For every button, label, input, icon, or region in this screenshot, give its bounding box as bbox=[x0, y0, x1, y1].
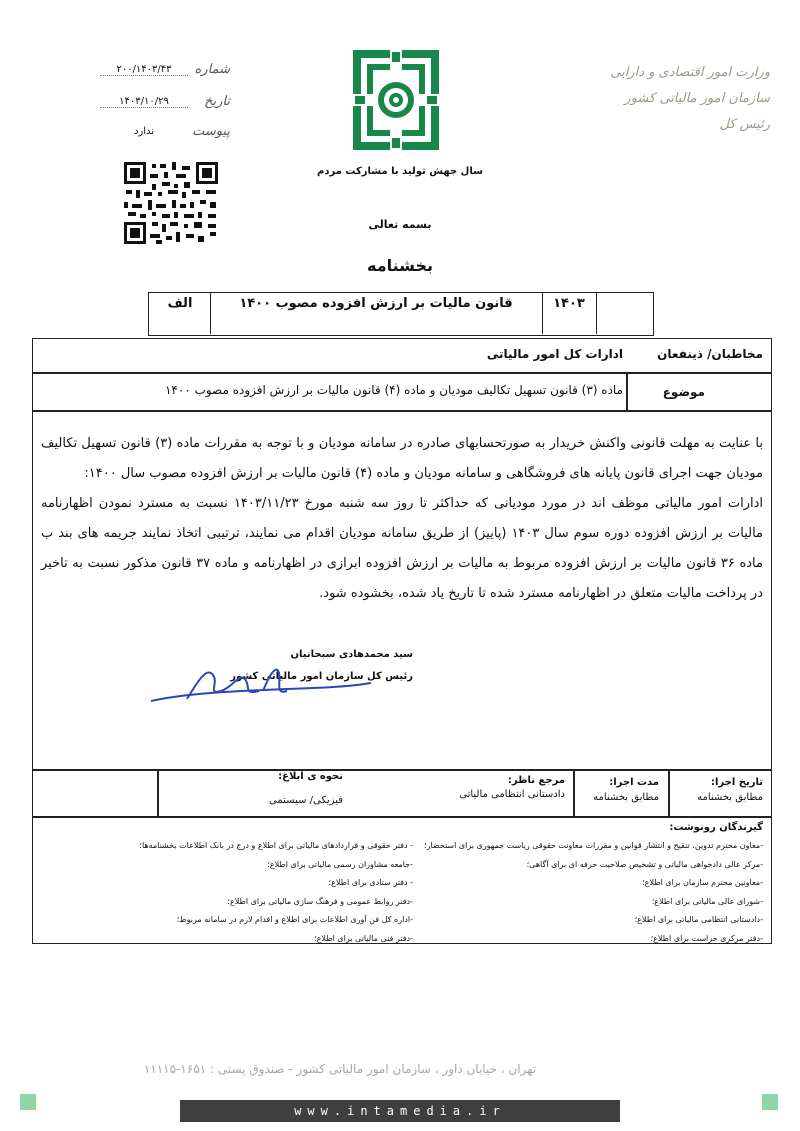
body-paragraph-1: با عنایت به مهلت قانونی واکنش خریدار به صورتحسابهای صادره در سامانه مودیان و با توجه به مقررات ماده (۳) قانون تسهیل تکالیف مودیان جهت اجرای قانون پایانه های فروشگاهی و سامانه مودیان و ماده (۴) قانون مالیات بر ارزش افزوده مصوب سال ۱۴۰۰: bbox=[41, 436, 763, 481]
document-title: بخشنامه bbox=[367, 256, 433, 275]
date-label: تاریخ bbox=[204, 94, 230, 109]
duration-value: مطابق بخشنامه bbox=[593, 792, 659, 803]
attachment-label: پیوست bbox=[192, 124, 230, 139]
law-table-blank bbox=[597, 293, 653, 334]
law-year: ۱۴۰۳ bbox=[553, 296, 585, 311]
footer-address: تهران ، خیابان داور ، سازمان امور مالیاتی کشور - صندوق پستی : ۱۶۵۱-۱۱۱۱۵ bbox=[143, 1062, 537, 1076]
cc-list-right bbox=[403, 837, 763, 948]
cc-item: - دفتر ستادی برای اطلاع؛ bbox=[328, 878, 413, 887]
letter-number bbox=[100, 62, 230, 80]
supervisor-value: دادستانی انتظامی مالیاتی bbox=[459, 789, 565, 800]
letter-body bbox=[41, 429, 763, 609]
cc-item: -معاونین محترم سازمان برای اطلاع؛ bbox=[642, 878, 763, 887]
cc-item: -جامعه مشاوران رسمی مالیاتی برای اطلاع؛ bbox=[267, 859, 413, 869]
subject-value: ماده (۳) قانون تسهیل تکالیف مودیان و ماده (۴) قانون مالیات بر ارزش افزوده مصوب ۱۴۰۰ bbox=[164, 383, 623, 397]
subject-label: موضوع bbox=[662, 385, 705, 399]
decor-square-right bbox=[762, 1094, 778, 1110]
bismillah: بسمه تعالی bbox=[368, 218, 432, 231]
supervisor-label: مرجع ناظر: bbox=[507, 775, 565, 786]
addressee-value: ادارات کل امور مالیاتی bbox=[486, 347, 623, 361]
notify-method-value: فیزیکی/ سیستمی bbox=[269, 795, 343, 806]
addressee-label: مخاطبان/ ذینفعان bbox=[657, 347, 763, 361]
footer-website: www.intamedia.ir bbox=[180, 1100, 620, 1122]
cc-item: -دادستانی انتظامی مالیاتی برای اطلاع؛ bbox=[634, 915, 763, 924]
cc-item: -معاون محترم تدوین، تنقیح و انتشار قوانین و مقررات معاونت حقوقی ریاست جمهوری برای استحضار؛ bbox=[424, 841, 763, 850]
law-code: الف bbox=[167, 296, 193, 311]
tax-organization-logo bbox=[353, 50, 439, 150]
cc-title: گیرندگان رونوشت: bbox=[669, 822, 763, 833]
cc-list-left bbox=[73, 837, 413, 948]
ministry-line-2: سازمان امور مالیاتی کشور bbox=[624, 91, 770, 106]
duration-label: مدت اجرا: bbox=[609, 777, 659, 788]
exec-date-value: مطابق بخشنامه bbox=[697, 792, 763, 803]
attachment-value: ندارد bbox=[133, 126, 155, 137]
decor-square-left bbox=[20, 1094, 36, 1110]
law-title: قانون مالیات بر ارزش افزوده مصوب ۱۴۰۰ bbox=[239, 296, 513, 311]
ministry-heading bbox=[570, 60, 770, 138]
body-paragraph-2: ادارات امور مالیاتی موظف اند در مورد مودیانی که حداکثر تا روز سه شنبه مورخ ۱۴۰۳/۱۱/۲۳ نسبت به مسترد نمودن اظهارنامه مالیات بر ارزش افزوده دوره سوم سال ۱۴۰۳ (پاییز) از طریق سامانه مودیان اقدام می نمایند، ترتیبی اتخاذ نمایند جریمه های بند ب ماده ۳۶ قانون مالیات بر ارزش افزوده مربوط به مالیات بر ارزش افزوده ابرازی در اظهارنامه و ماده ۳۷ قانون مذکور نسبت به تاخیر در پرداخت مالیات متعلق در اظهارنامه مسترد شده تا تاریخ یاد شده، بخشوده شود. bbox=[41, 496, 764, 601]
cc-item: -اداره کل فن آوری اطلاعات برای اطلاع و اقدام لازم در سامانه مربوط؛ bbox=[176, 915, 413, 924]
cc-item: -شورای عالی مالیاتی برای اطلاع؛ bbox=[651, 896, 763, 906]
number-value: ۲۰۰/۱۴۰۳/۴۳ bbox=[100, 64, 188, 76]
cc-item: -مرکز عالی دادخواهی مالیاتی و تشخیص صلاحیت حرفه ای برای آگاهی؛ bbox=[526, 859, 763, 869]
signatory-name: سید محمدهادی سبحانیان bbox=[290, 649, 413, 660]
cc-item: -دفتر مرکزی حراست برای اطلاع؛ bbox=[650, 933, 763, 943]
main-box bbox=[32, 338, 772, 944]
cc-item: -دفتر فنی مالیاتی برای اطلاع؛ bbox=[314, 933, 413, 943]
handwritten-signature bbox=[147, 661, 377, 709]
ministry-line-3: رئیس کل bbox=[719, 117, 770, 132]
cc-item: - دفتر حقوقی و قراردادهای مالیاتی برای اطلاع و درج در بانک اطلاعات بخشنامه‌ها؛ bbox=[139, 841, 413, 850]
qr-code-icon bbox=[122, 160, 220, 246]
cc-item: -دفتر روابط عمومی و فرهنگ سازی مالیاتی برای اطلاع؛ bbox=[227, 896, 413, 906]
exec-date-label: تاریخ اجرا: bbox=[711, 777, 763, 788]
signatory-title: رئیس کل سازمان امور مالیاتی کشور bbox=[230, 671, 413, 682]
number-label: شماره bbox=[194, 62, 230, 77]
letter-attachment bbox=[100, 124, 230, 142]
letter-date bbox=[100, 94, 230, 112]
law-table bbox=[148, 292, 654, 336]
year-slogan: سال جهش تولید با مشارکت مردم bbox=[317, 166, 483, 177]
ministry-line-1: وزارت امور اقتصادی و دارایی bbox=[610, 65, 770, 80]
date-value: ۱۴۰۳/۱۰/۲۹ bbox=[100, 96, 188, 108]
notify-method-label: نحوه ی ابلاغ: bbox=[278, 771, 343, 782]
